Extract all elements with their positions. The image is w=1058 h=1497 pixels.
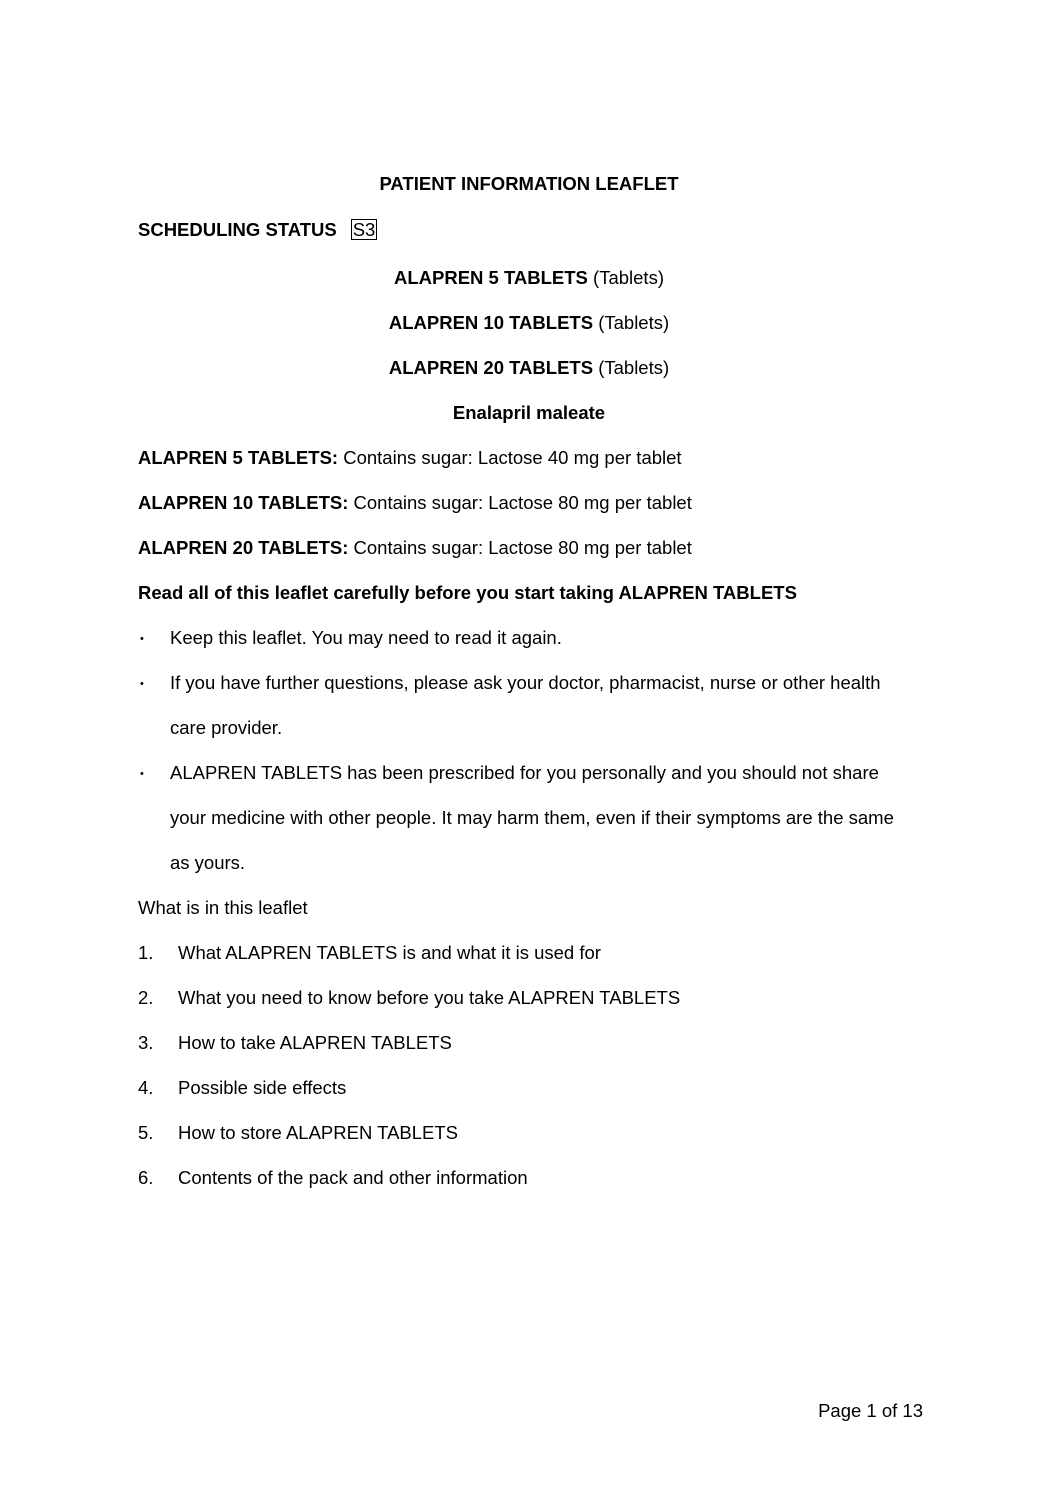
active-ingredient: Enalapril maleate [452,402,606,423]
product-title-5 [0,267,1058,289]
bullet-item-continued: as yours. [170,852,246,873]
bullet-item-continued: care provider. [170,717,283,738]
bullet-item: If you have further questions, please ask your doctor, pharmacist, nurse or other health [170,672,881,693]
contents-item: How to take ALAPREN TABLETS [178,1032,452,1053]
contents-item: What ALAPREN TABLETS is and what it is used for [178,942,601,963]
contents-item: Possible side effects [178,1077,347,1098]
sugar-content-label: ALAPREN 20 TABLETS: [138,537,349,558]
product-form: (Tablets) [598,357,670,378]
product-form: (Tablets) [593,267,664,288]
bullet-item: Keep this leaflet. You may need to read it again. [170,627,562,648]
product-form: (Tablets) [598,312,670,333]
bullet-icon: • [140,768,144,780]
scheduling-status-label: SCHEDULING STATUS [138,219,337,240]
bullet-item-continued: your medicine with other people. It may harm them, even if their symptoms are the same [170,807,894,828]
sugar-content-text: Contains sugar: Lactose 80 mg per tablet [353,537,692,558]
contents-item: Contents of the pack and other information [178,1167,528,1188]
sugar-content-10 [138,492,692,514]
contents-number: 5. [138,1122,154,1143]
page-number: Page 1 of 13 [818,1400,923,1421]
bullet-item: ALAPREN TABLETS has been prescribed for you personally and you should not share [170,762,879,783]
scheduling-status [138,219,377,241]
contents-item: What you need to know before you take ALAPREN TABLETS [178,987,681,1008]
sugar-content-label: ALAPREN 5 TABLETS: [138,447,339,468]
scheduling-status-badge: S3 [352,219,376,240]
contents-number: 2. [138,987,154,1008]
contents-number: 6. [138,1167,154,1188]
product-name: ALAPREN 5 TABLETS [393,267,588,288]
bullet-icon: • [140,678,144,690]
read-notice: Read all of this leaflet carefully before you start taking ALAPREN TABLETS [138,582,797,603]
product-name: ALAPREN 10 TABLETS [388,312,594,333]
contents-number: 3. [138,1032,154,1053]
contents-number: 4. [138,1077,154,1098]
sugar-content-text: Contains sugar: Lactose 80 mg per tablet [353,492,692,513]
sugar-content-text: Contains sugar: Lactose 40 mg per tablet [343,447,682,468]
sugar-content-20 [138,537,692,559]
page-title: PATIENT INFORMATION LEAFLET [379,173,679,194]
sugar-content-label: ALAPREN 10 TABLETS: [138,492,349,513]
product-name: ALAPREN 20 TABLETS [388,357,594,378]
contents-title: What is in this leaflet [138,897,308,918]
product-title-10 [0,312,1058,334]
contents-number: 1. [138,942,154,963]
product-title-20 [0,357,1058,379]
sugar-content-5 [138,447,682,469]
contents-item: How to store ALAPREN TABLETS [178,1122,459,1143]
bullet-icon: • [140,633,144,645]
